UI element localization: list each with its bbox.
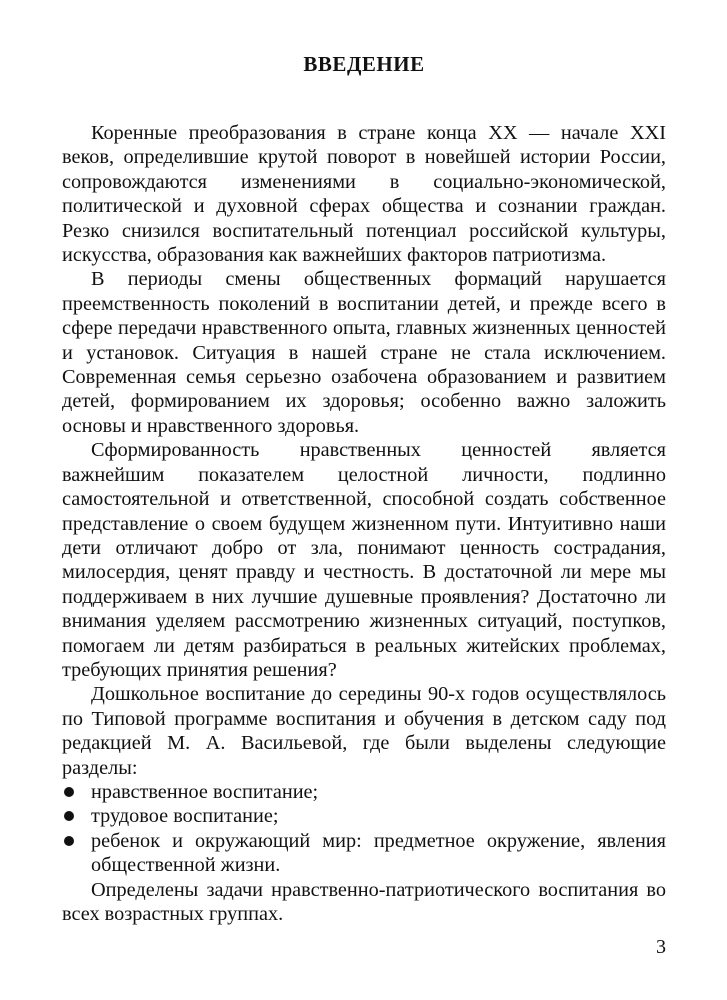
paragraph-3: Сформированность нравственных ценностей является важнейшим показателем целостной личности, подлинно самостоятельной и ответственной, способной создать собственное представление о своем будущем жизненном пути. Интуитивно наши дети отличают добро от зла, понимают ценность сострадания, милосердия, ценят правду и честность. В достаточной ли мере мы поддерживаем в них лучшие душевные проявления? Достаточно ли внимания уделяем рассмотрению жизненных ситуаций, поступков, помогаем ли детям разбираться в реальных житейских проблемах, требующих принятия решения? [62, 439, 666, 681]
paragraph-1: Коренные преобразования в стране конца XX — начале XXI веков, определившие крутой поворот в новейшей истории России, сопровождаются изменениями в социально-экономической, политической и духовной сферах общества и сознании граждан. Резко снизился воспитательный потенциал российской культуры, искусства, образования как важнейших факторов патриотизма. [62, 122, 666, 267]
list-item-text: ребенок и окружающий мир: предметное окружение, явления общественной жизни. [91, 829, 666, 877]
page-number: 3 [656, 936, 666, 958]
list-item-text: трудовое воспитание; [91, 805, 279, 828]
paragraph-2: В периоды смены общественных формаций нарушается преемственность поколений в воспитании детей, и прежде всего в сфере передачи нравственного опыта, главных жизненных ценностей и установок. Ситуация в нашей стране не стала исключением. Современная семья серьезно озабочена образованием и развитием детей, формированием их здоровья; особенно важно заложить основы и нравственного здоровья. [62, 268, 666, 437]
paragraph-4: Дошкольное воспитание до середины 90-х годов осуществлялось по Типовой программе воспитания и обучения в детском саду под редакцией М. А. Васильевой, где были выделены следующие разделы: [62, 683, 666, 779]
bullet-icon [64, 787, 74, 797]
list-item [62, 780, 666, 804]
document-page [62, 0, 666, 1000]
list-item [62, 829, 666, 878]
sections-list [62, 780, 666, 878]
bullet-icon [64, 836, 74, 846]
paragraph-5: Определены задачи нравственно-патриотического воспитания во всех возрастных группах. [62, 878, 666, 925]
body-text [62, 121, 666, 926]
bullet-icon [64, 811, 74, 821]
list-item-text: нравственное воспитание; [91, 780, 319, 803]
list-item [62, 804, 666, 828]
page-title: ВВЕДЕНИЕ [303, 52, 425, 76]
